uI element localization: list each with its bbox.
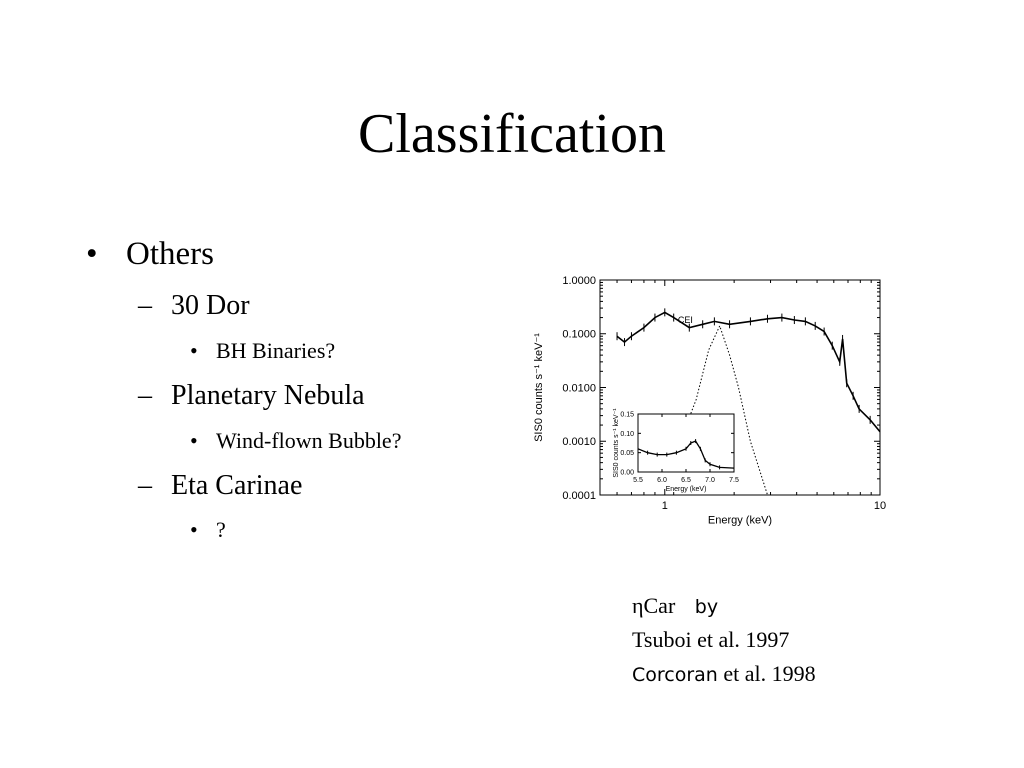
bullet-dash: –	[138, 290, 152, 321]
bullet-dot: •	[190, 517, 198, 542]
slide-title: Classification	[358, 103, 666, 165]
x-tick-label: 6.0	[657, 477, 667, 484]
caption-line-1	[632, 592, 718, 621]
y-axis-label: SIS0 counts s⁻¹ keV⁻¹	[533, 333, 545, 442]
bullet-dot: •	[190, 338, 198, 363]
caption-line-2: Tsuboi et al. 1997	[632, 627, 790, 652]
x-tick-label: 7.5	[729, 477, 739, 484]
x-axis-label: Energy (keV)	[707, 514, 773, 527]
bullet-dot: •	[190, 428, 198, 453]
x-tick-label: 6.5	[681, 477, 691, 484]
x-tick-label: 5.5	[633, 477, 643, 484]
y-axis-label: SIS0 counts s⁻¹ keV⁻¹	[613, 408, 620, 478]
bullet-text: 30 Dor	[171, 290, 250, 321]
bullet-text: Others	[126, 236, 214, 272]
bullet-dash: –	[138, 470, 152, 501]
y-tick-label: 0.00	[620, 469, 634, 477]
x-tick-label: 1	[661, 500, 668, 512]
bullet-text: Wind-flown Bubble?	[216, 428, 402, 453]
y-tick-label: 0.0010	[562, 436, 596, 449]
bullet-dash: –	[138, 380, 152, 411]
bullet-text: Eta Carinae	[171, 470, 303, 501]
bullet-text: Planetary Nebula	[171, 380, 365, 411]
caption-line-3	[632, 660, 816, 689]
x-tick-label: 10	[873, 500, 887, 512]
plot-background	[638, 414, 734, 472]
caption-object: ηCar	[632, 593, 676, 618]
y-tick-label: 0.05	[620, 450, 634, 458]
annotation-label: CEI	[677, 314, 693, 325]
inset-spectrum-chart	[613, 408, 739, 493]
x-tick-label: 7.0	[705, 477, 715, 484]
y-tick-label: 0.0100	[562, 382, 596, 395]
x-axis-label: Energy (keV)	[665, 485, 707, 493]
bullet-text: ?	[216, 517, 226, 542]
y-tick-label: 0.15	[620, 411, 634, 419]
main-spectrum-chart	[533, 275, 886, 527]
spectrum-figure	[500, 258, 930, 543]
caption-by: by	[694, 596, 719, 618]
caption-author-rest: et al. 1998	[723, 661, 816, 686]
caption-author: Corcoran	[632, 664, 718, 686]
y-tick-label: 0.10	[620, 430, 634, 438]
y-tick-label: 0.0001	[562, 489, 596, 502]
bullet-text: BH Binaries?	[216, 338, 336, 363]
y-tick-label: 0.1000	[562, 328, 596, 341]
y-tick-label: 1.0000	[562, 274, 596, 287]
bullet-dot: •	[86, 236, 98, 272]
